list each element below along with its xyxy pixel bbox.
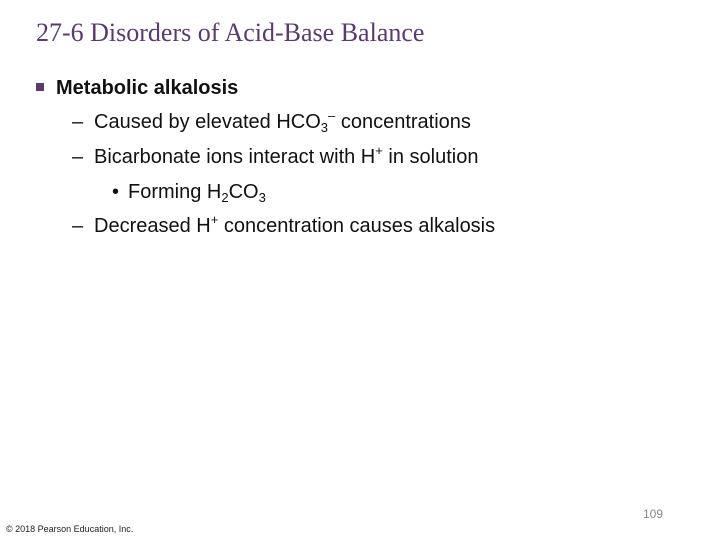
sub-bullet-2-text: Bicarbonate ions interact with H xyxy=(94,146,376,168)
sub-bullet-3-text-end: concentration causes alkalosis xyxy=(218,215,496,237)
subscript: 3 xyxy=(258,190,266,205)
dot-marker: • xyxy=(112,181,120,203)
sub-bullet-2-text-end: in solution xyxy=(382,146,479,168)
square-bullet-icon xyxy=(36,83,44,91)
sub-bullet-1-text: Caused by elevated HCO xyxy=(94,111,321,133)
superscript: + xyxy=(210,212,219,227)
sub-bullet-2 xyxy=(72,145,478,169)
dash-marker: – xyxy=(72,111,84,133)
main-bullet xyxy=(36,76,238,100)
dash-marker: – xyxy=(72,215,84,237)
slide-title: 27-6 Disorders of Acid-Base Balance xyxy=(36,18,425,47)
dash-marker: – xyxy=(72,146,84,168)
copyright-footer: © 2018 Pearson Education, Inc. xyxy=(6,524,134,534)
sub-sub-bullet-text-mid: CO xyxy=(228,181,259,203)
superscript: – xyxy=(328,108,336,123)
sub-bullet-3 xyxy=(72,214,495,238)
sub-bullet-1 xyxy=(72,110,471,134)
superscript: + xyxy=(375,143,383,158)
sub-sub-bullet-text: Forming H xyxy=(128,181,222,203)
main-bullet-text: Metabolic alkalosis xyxy=(56,77,239,99)
sub-sub-bullet-1 xyxy=(112,180,266,204)
sub-bullet-3-text: Decreased H xyxy=(94,215,211,237)
page-number: 109 xyxy=(643,507,664,521)
sub-bullet-1-text-end: concentrations xyxy=(335,111,471,133)
subscript: 2 xyxy=(221,190,229,205)
subscript: 3 xyxy=(320,120,329,135)
